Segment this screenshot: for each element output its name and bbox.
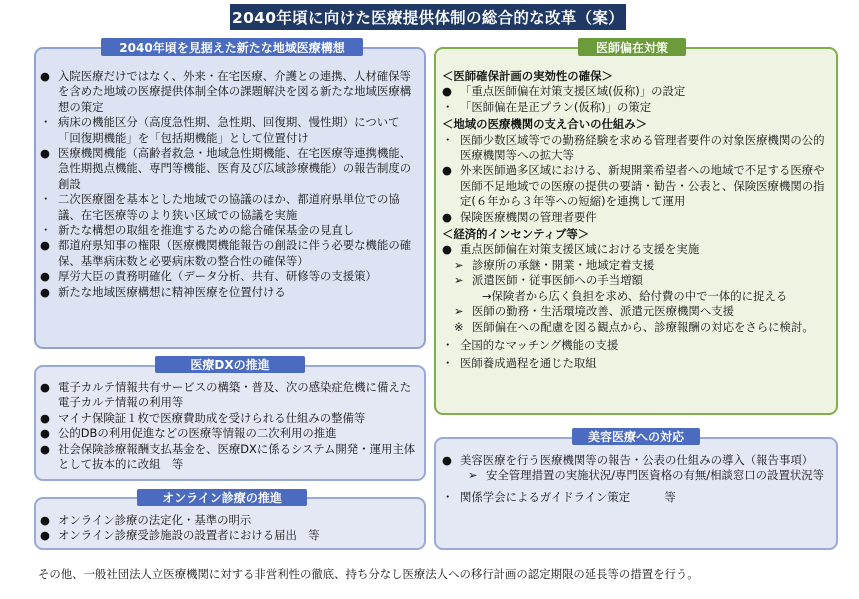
physician-distribution-list	[442, 67, 832, 372]
list-item: ● 新たな地域医療構想に精神医療を位置付ける	[40, 284, 286, 299]
list-item: ・ 医師養成過程を通じた取組	[442, 356, 597, 371]
list-item: ● オンライン診療の法定化・基準の明示	[40, 513, 252, 527]
section-heading: ＜地域の医療機関の支え合いの仕組み＞	[442, 117, 648, 132]
list-item: ・ 二次医療圏を基本とした地域での協議のほか、都道府県単位での協議、在宅医療等のより狭い区域での協議を実施	[40, 192, 400, 222]
list-item: ● 電子カルテ情報共有サービスの構築・普及、次の感染症危機に備えた電子カルテ情報の利用等	[40, 380, 412, 410]
list-item: ● 保険医療機関の管理者要件	[442, 209, 597, 224]
list-item: ・ 医師少数区域等での勤務経験を求める管理者要件の対象医療機関の公的医療機関等への拡大等	[442, 132, 825, 163]
list-item: ● 公的DBの利用促進などの医療等情報の二次利用の推進	[40, 426, 337, 441]
sub-item: ➢ 医師の勤務・生活環境改善、派遣元医療機関へ支援	[454, 304, 734, 319]
online-care-list	[40, 513, 420, 544]
medical-dx-heading: 医療DXの推進	[155, 356, 305, 373]
list-item: ・ 関係学会によるガイドライン策定 等	[442, 489, 676, 504]
list-item: ・ 「医師偏在是正プラン(仮称)」の策定	[442, 99, 652, 114]
sub-item: →保険者から広く負担を求め、給付費の中で一体的に捉える	[482, 288, 788, 303]
list-item: ● 厚労大臣の責務明確化（データ分析、共有、研修等の支援策）	[40, 269, 377, 284]
sub-item: ➢ 診療所の承継・開業・地域定着支援	[454, 257, 655, 272]
note-item: ※ 医師偏在への配慮を図る観点から、診療報酬の対応をさらに検討。	[454, 319, 814, 334]
online-care-heading: オンライン診療の推進	[137, 489, 307, 506]
section-heading: ＜経済的インセンティブ等＞	[442, 227, 590, 242]
regional-plan-list	[40, 69, 420, 300]
list-item: ● 社会保険診療報酬支払基金を、医療DXに係るシステム開発・運用主体として抜本的に改組 等	[40, 441, 416, 472]
list-item: ・ 新たな構想の取組を推進するための総合確保基金の見直し	[40, 223, 355, 238]
list-item: ● 医療機関機能（高齢者救急・地域急性期機能、在宅医療等連携機能、急性期拠点機能、専門等機能、医育及び広域診療機能）の報告制度の創設	[40, 146, 412, 191]
list-item: ● 外来医師過多区域における、新規開業希望者への地域で不足する医療や医師不足地域での医療の提供の要請・勧告・公表と、保険医療機関の指定(６年から３年等への短縮)を連携して運用	[442, 163, 825, 209]
list-item: ● 重点医師偏在対策支援区域における支援を実施	[442, 242, 700, 257]
list-item: ● 入院医療だけではなく、外来・在宅医療、介護との連携、人材確保等を含めた地域の医療提供体制全体の課題解決を図る新たな地域医療構想の策定	[40, 69, 412, 114]
physician-distribution-heading: 医師偏在対策	[578, 38, 686, 56]
list-item: ● 都道府県知事の権限（医療機関機能報告の創設に伴う必要な機能の確保、基準病床数と必要病床数の整合性の確保等）	[40, 238, 412, 268]
list-item: ・ 病床の機能区分（高度急性期、急性期、回復期、慢性期）について「回復期機能」を「包括期機能」として位置付け	[40, 115, 400, 145]
list-item: ● 美容医療を行う医療機関等の報告・公表の仕組みの導入（報告事項）	[442, 453, 814, 467]
page-title: 2040年頃に向けた医療提供体制の総合的な改革（案）	[230, 4, 626, 30]
list-item: ・ 全国的なマッチング機能の支援	[442, 337, 619, 352]
cosmetic-medicine-heading: 美容医療への対応	[572, 428, 700, 445]
footer-note: その他、一般社団法人立医療機関に対する非営利性の徹底、持ち分なし医療法人への移行計画の認定期限の延長等の措置を行う。	[38, 567, 699, 581]
list-item: ● オンライン診療受診施設の設置者における届出 等	[40, 528, 320, 543]
sub-item: ➢ 派遣医師・従事医師への手当増額	[454, 273, 643, 288]
regional-plan-heading: 2040年頃を見据えた新たな地域医療構想	[101, 38, 363, 56]
medical-dx-list	[40, 380, 420, 472]
section-heading: ＜医師確保計画の実効性の確保＞	[442, 69, 613, 83]
list-item: ● 「重点医師偏在対策支援区域(仮称)」の設定	[442, 84, 686, 99]
sub-item: ➢ 安全管理措置の実施状況/専門医資格の有無/相談窓口の設置状況等	[468, 468, 825, 483]
list-item: ● マイナ保険証１枚で医療費助成を受けられる仕組みの整備等	[40, 410, 366, 425]
cosmetic-medicine-list	[442, 453, 832, 505]
